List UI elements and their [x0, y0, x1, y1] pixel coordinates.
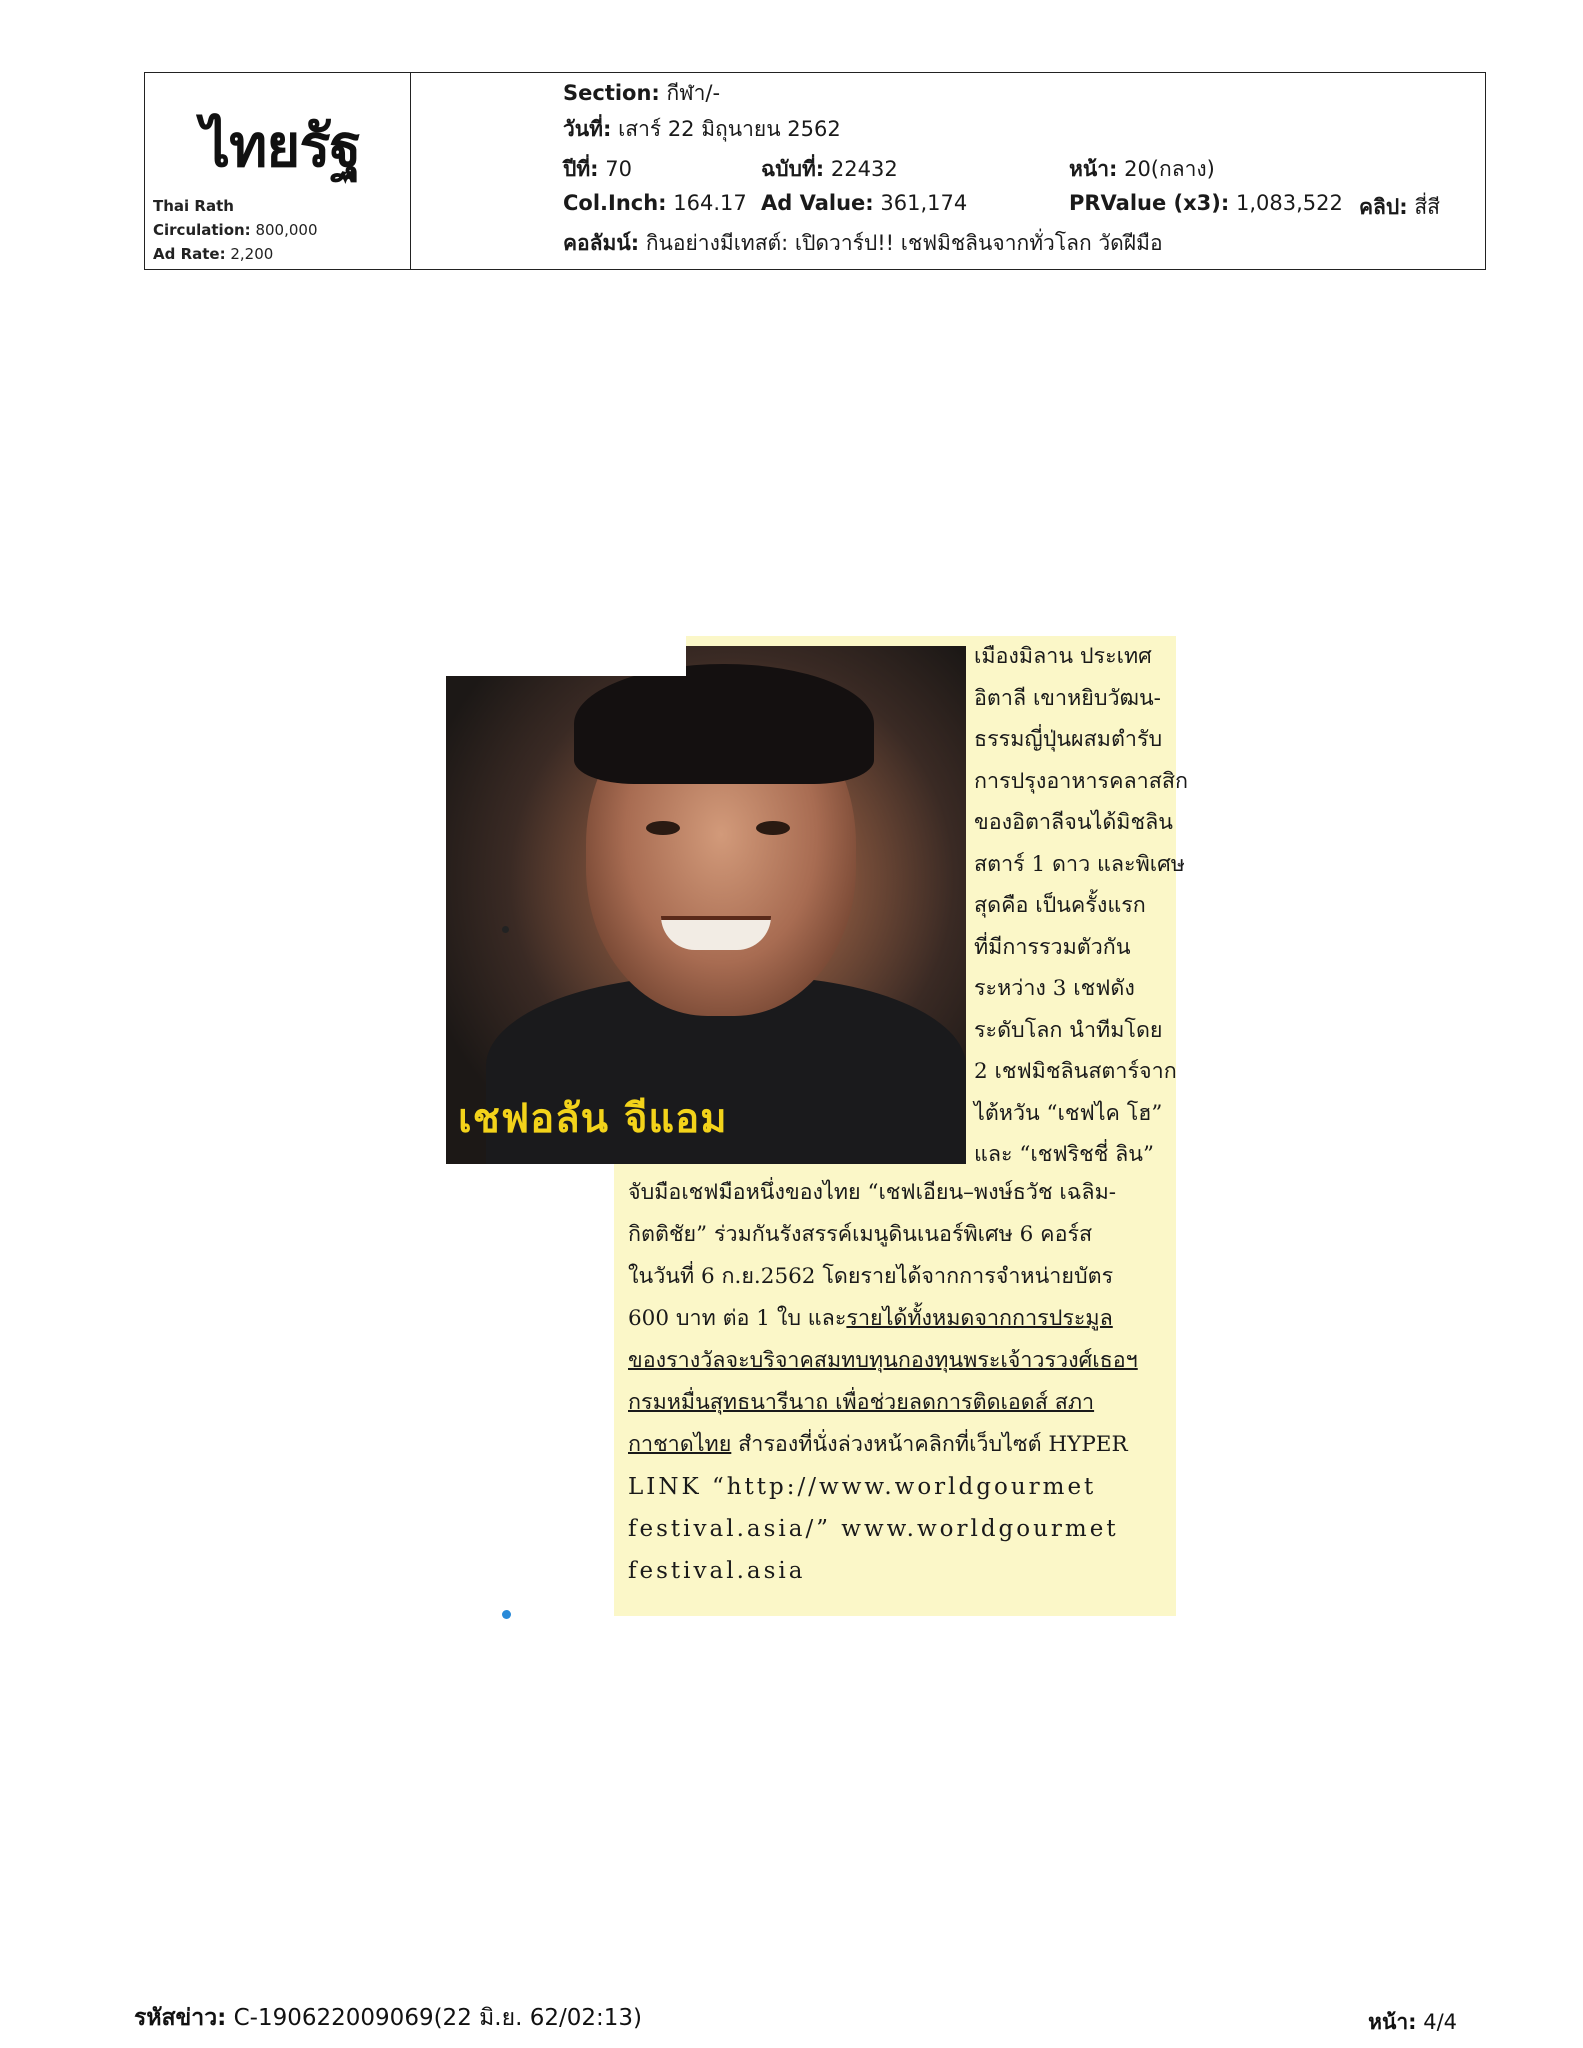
- clipping-header: [144, 72, 1486, 270]
- ad-rate: Ad Rate: 2,200: [153, 245, 274, 263]
- article-line: ไต้หวัน “เชฟไค โฮ”: [974, 1100, 1163, 1126]
- article-line: กิตติชัย” ร่วมกันรังสรรค์เมนูดินเนอร์พิเศษ 6 คอร์ส: [628, 1222, 1093, 1247]
- right-eye-shape: [756, 821, 790, 835]
- article-line: การปรุงอาหารคลาสสิก: [974, 768, 1189, 794]
- article-line: LINK “http://www.worldgourmet: [628, 1474, 1097, 1500]
- article-line: festival.asia/” www.worldgourmet: [628, 1516, 1119, 1542]
- scan-mark-dot: [502, 1610, 511, 1619]
- news-code: รหัสข่าว: C-190622009069(22 มิ.ย. 62/02:13): [134, 2005, 642, 2031]
- article-line-underlined: กรมหมื่นสุทธนารีนาถ เพื่อช่วยลดการติดเอดส์ สภา: [628, 1390, 1095, 1415]
- article-line: อิตาลี เขาหยิบวัฒน-: [974, 685, 1161, 711]
- thairath-logo: ไทยรัฐ: [201, 112, 361, 180]
- article-line: ในวันที่ 6 ก.ย.2562 โดยรายได้จากการจำหน่ายบัตร: [628, 1264, 1114, 1289]
- article-narrow-column: [974, 636, 1189, 1176]
- column-field: คอลัมน์: กินอย่างมีเทสต์: เปิดวาร์ป!! เชฟมิชลินจากทั่วโลก วัดฝีมือ: [563, 231, 1163, 255]
- article-line: เมืองมิลาน ประเทศ: [974, 644, 1152, 669]
- circulation: Circulation: 800,000: [153, 221, 318, 239]
- article-line: festival.asia: [628, 1558, 806, 1584]
- article-line: สุดคือ เป็นครั้งแรก: [974, 893, 1146, 918]
- article-line: 600 บาท ต่อ 1 ใบ และรายได้ทั้งหมดจากการประมูล: [628, 1306, 1113, 1331]
- left-eye-shape: [646, 821, 680, 835]
- info-cell: [421, 73, 1485, 269]
- article-line: 2 เชฟมิชลินสตาร์จาก: [974, 1059, 1177, 1084]
- smile-shape: [661, 916, 771, 950]
- publication-name: Thai Rath: [153, 197, 234, 215]
- logo-cell: [145, 73, 411, 269]
- article-wide-column: [628, 1172, 1168, 1592]
- page-field: หน้า: 20(กลาง): [1069, 157, 1215, 181]
- issue-field: ฉบับที่: 22432: [761, 157, 898, 181]
- article-line: ของอิตาลีจนได้มิชลิน: [974, 810, 1173, 835]
- chef-photo: [446, 646, 966, 1164]
- underlined-text: กาชาดไทย: [628, 1432, 732, 1457]
- page-number: หน้า: 4/4: [1368, 2010, 1457, 2034]
- photo-caption: เชฟอลัน จีแอม: [458, 1096, 728, 1142]
- underlined-text: รายได้ทั้งหมดจากการประมูล: [846, 1306, 1113, 1331]
- scan-mark-dot: [502, 926, 509, 933]
- year-field: ปีที่: 70: [563, 157, 632, 181]
- article-line: ระหว่าง 3 เชฟดัง: [974, 976, 1135, 1001]
- article-line-underlined: ของรางวัลจะบริจาคสมทบทุนกองทุนพระเจ้าวรวงศ์เธอฯ: [628, 1348, 1138, 1373]
- prvalue-field: PRValue (x3): 1,083,522: [1069, 191, 1343, 215]
- article-line: สตาร์ 1 ดาว และพิเศษ: [974, 851, 1185, 877]
- section-field: Section: กีฬา/-: [563, 81, 721, 105]
- clip-field: คลิป: สี่สี: [1359, 195, 1440, 219]
- article-line: และ “เชฟริชชี่ ลิน”: [974, 1142, 1154, 1167]
- photo-torn-edge: [446, 636, 686, 676]
- article-line: ระดับโลก นำทีมโดย: [974, 1017, 1163, 1043]
- colinch-field: Col.Inch: 164.17: [563, 191, 747, 215]
- advalue-field: Ad Value: 361,174: [761, 191, 968, 215]
- article-line: ที่มีการรวมตัวกัน: [974, 934, 1131, 960]
- article-line: กาชาดไทย สำรองที่นั่งล่วงหน้าคลิกที่เว็บไซต์ HYPER: [628, 1432, 1128, 1457]
- article-line: ธรรมญี่ปุ่นผสมตำรับ: [974, 727, 1163, 752]
- date-field: วันที่: เสาร์ 22 มิถุนายน 2562: [563, 117, 841, 141]
- article-line: จับมือเชฟมือหนึ่งของไทย “เชฟเอียน–พงษ์ธวัช เฉลิม-: [628, 1180, 1117, 1205]
- hair-shape: [574, 664, 874, 784]
